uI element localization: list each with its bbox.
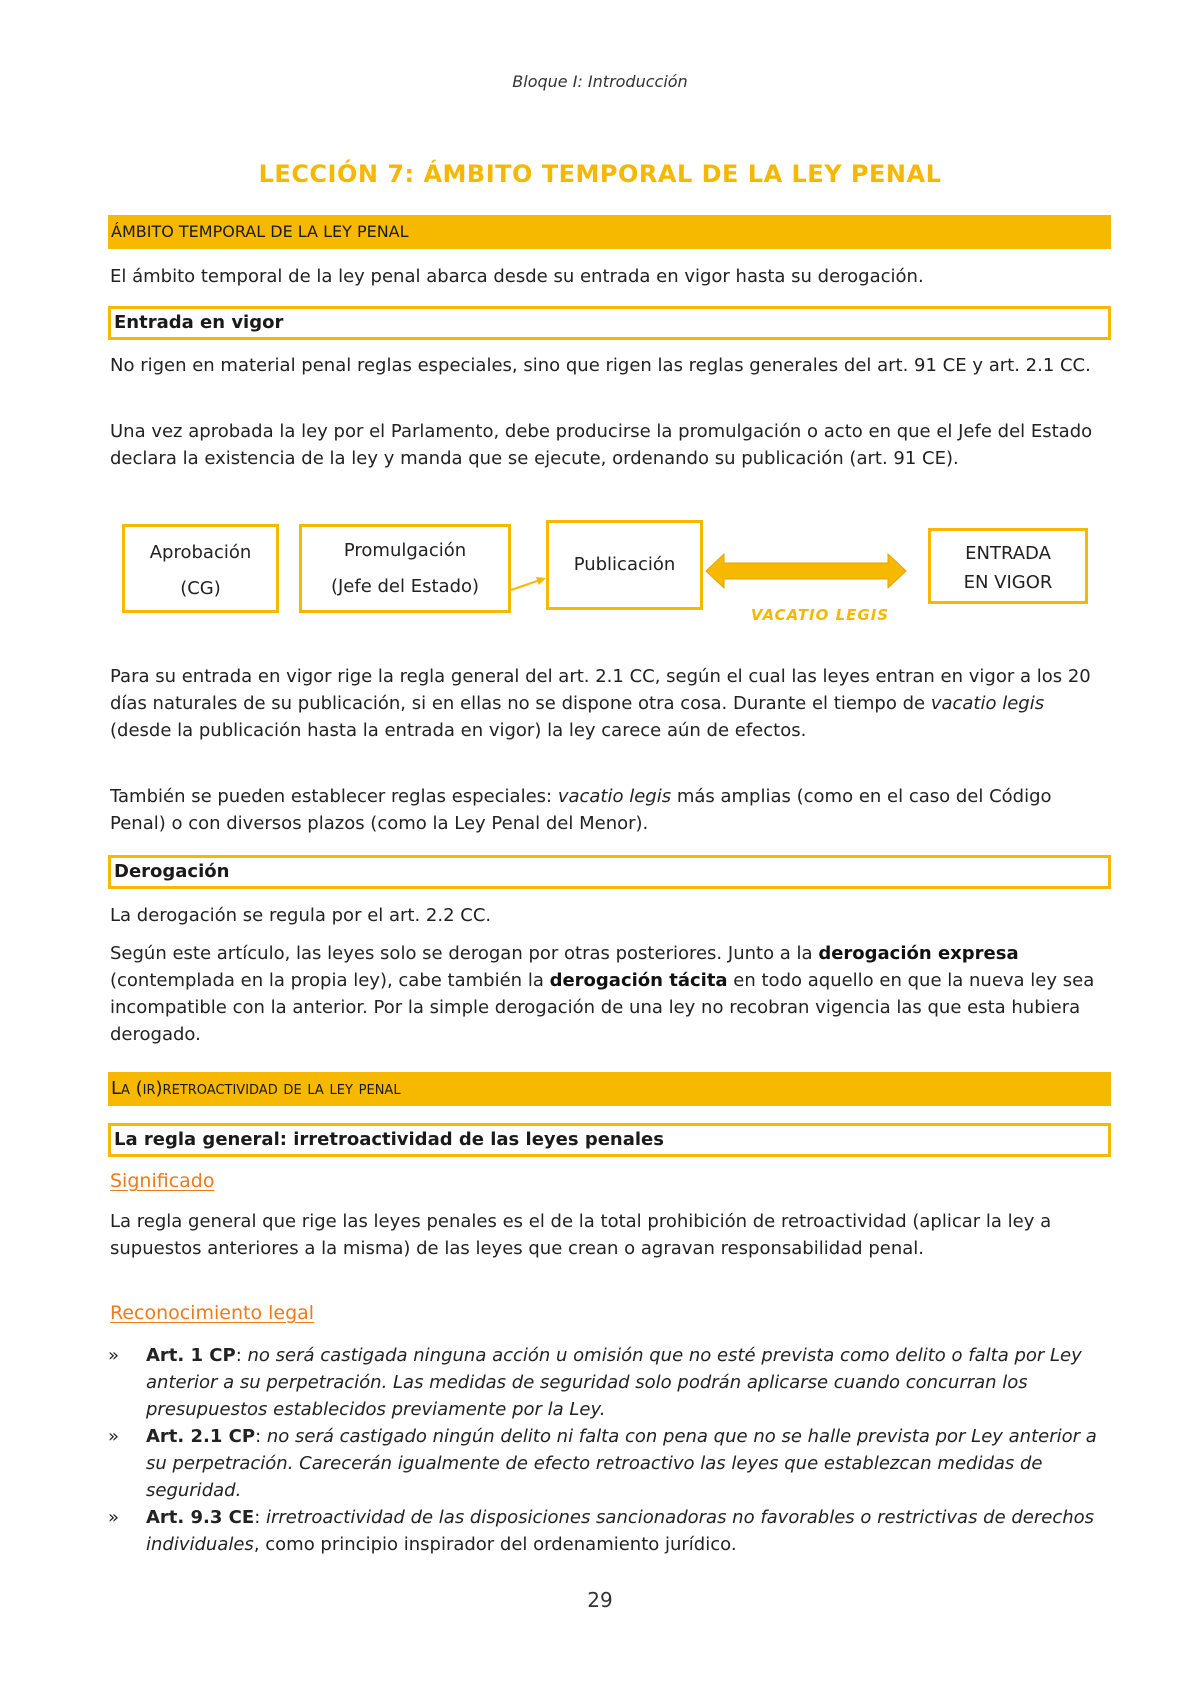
- heading-significado: Significado: [110, 1170, 215, 1192]
- text-run: (contemplada en la propia ley), cabe también la: [110, 970, 550, 991]
- article-text: no será castigada ninguna acción u omisión que no esté prevista como delito o falta por Ley anterior a su perpetración. Las medidas de seguridad solo podrán aplicarse cuando concurran los presupuestos establecidos previamente por la Ley.: [146, 1345, 1082, 1420]
- text-run: Según este artículo, las leyes solo se derogan por otras posteriores. Junto a la: [110, 943, 819, 964]
- article-reference: Art. 2.1 CP: [146, 1426, 256, 1447]
- article-tail: , como principio inspirador del ordenamiento jurídico.: [253, 1534, 737, 1555]
- lesson-title: LECCIÓN 7: ÁMBITO TEMPORAL DE LA LEY PENAL: [258, 160, 942, 188]
- subsection-title-entrada: Entrada en vigor: [108, 306, 1111, 340]
- box-promulgacion-label: Promulgación: [343, 540, 467, 561]
- emphasis-vacatio: vacatio legis: [930, 693, 1045, 714]
- box-aprobacion-label: Aprobación: [149, 542, 252, 563]
- text-run: (desde la publicación hasta la entrada en vigor) la ley carece aún de efectos.: [110, 720, 807, 741]
- bullet-chevron-icon: »: [108, 1507, 120, 1528]
- bold-derogacion-expresa: derogación expresa: [818, 943, 1019, 964]
- intro-paragraph: El ámbito temporal de la ley penal abarca desde su entrada en vigor hasta su derogación.: [110, 266, 924, 287]
- paragraph-reglas-generales: No rigen en material penal reglas especiales, sino que rigen las reglas generales del art. 91 CE y art. 2.1 CC.: [110, 355, 1091, 376]
- text-run: Para su entrada en vigor rige la regla general del art. 2.1 CC, según el cual las leyes entran en vigor a los 20 días naturales de su publicación, si en ellas no se dispone otra cosa. Durante el tiempo de: [110, 666, 1091, 714]
- article-reference: Art. 9.3 CE: [146, 1507, 255, 1528]
- section-title-ambito: ÁMBITO TEMPORAL DE LA LEY PENAL: [108, 215, 1111, 249]
- box-entrada-sublabel: EN VIGOR: [963, 572, 1053, 593]
- paragraph-derogacion-art: La derogación se regula por el art. 2.2 CC.: [110, 905, 492, 926]
- paragraph-regla-general-vigor: [110, 663, 1110, 744]
- bullet-chevron-icon: »: [108, 1426, 120, 1447]
- diagram-box-publicacion: Publicación: [546, 520, 703, 610]
- arrow-promulgacion-publicacion: [511, 580, 540, 590]
- bullet-chevron-icon: »: [108, 1345, 120, 1366]
- separator: :: [254, 1507, 266, 1528]
- article-text: irretroactividad de las disposiciones sancionadoras no favorables o restrictivas de derechos individuales: [146, 1507, 1095, 1555]
- arrow-head-icon: [536, 577, 546, 585]
- emphasis-vacatio: vacatio legis: [557, 786, 672, 807]
- box-entrada-label: ENTRADA: [965, 543, 1051, 564]
- legal-references-list: [108, 1342, 1108, 1558]
- paragraph-derogacion-tipos: [110, 940, 1110, 1048]
- page-number: 29: [587, 1588, 613, 1612]
- text-run: También se pueden establecer reglas especiales:: [110, 786, 558, 807]
- paragraph-reglas-especiales: [110, 783, 1110, 837]
- box-aprobacion-sublabel: (CG): [180, 578, 221, 599]
- vacatio-legis-label: VACATIO LEGIS: [750, 606, 890, 624]
- subsection-title-derogacion: Derogación: [108, 855, 1111, 889]
- double-arrow-vacatio: [706, 554, 906, 588]
- separator: :: [255, 1426, 267, 1447]
- list-item: [108, 1423, 1108, 1504]
- section-title-irretroactividad: La (ir)retroactividad de la ley penal: [108, 1072, 1111, 1106]
- subsection-title-regla-general: La regla general: irretroactividad de las leyes penales: [108, 1123, 1111, 1157]
- paragraph-significado: La regla general que rige las leyes penales es el de la total prohibición de retroactividad (aplicar la ley a supuestos anteriores a la misma) de las leyes que crean o agravan responsabilidad penal.: [110, 1211, 1052, 1259]
- paragraph-promulgacion: Una vez aprobada la ley por el Parlamento, debe producirse la promulgación o acto en que el Jefe del Estado declara la existencia de la ley y manda que se ejecute, ordenando su publicación (art. 91 CE).: [110, 421, 1093, 469]
- separator: :: [235, 1345, 248, 1366]
- running-header: Bloque I: Introducción: [512, 72, 688, 91]
- text-run: más amplias (como en el caso del Código Penal) o con diversos plazos (como la Ley Penal del Menor).: [110, 786, 1052, 834]
- list-item: [108, 1504, 1108, 1558]
- text-run: en todo aquello en que la nueva ley sea incompatible con la anterior. Por la simple derogación de una ley no recobran vigencia las que esta hubiera derogado.: [110, 970, 1095, 1045]
- bold-derogacion-tacita: derogación tácita: [549, 970, 728, 991]
- article-text: no será castigado ningún delito ni falta con pena que no se halle prevista por Ley anterior a su perpetración. Carecerán igualmente de efecto retroactivo las leyes que establezcan medidas de seguridad.: [146, 1426, 1097, 1501]
- box-promulgacion-sublabel: (Jefe del Estado): [330, 576, 480, 597]
- heading-reconocimiento-legal: Reconocimiento legal: [110, 1302, 315, 1324]
- list-item: [108, 1342, 1108, 1423]
- article-reference: Art. 1 CP: [146, 1345, 236, 1366]
